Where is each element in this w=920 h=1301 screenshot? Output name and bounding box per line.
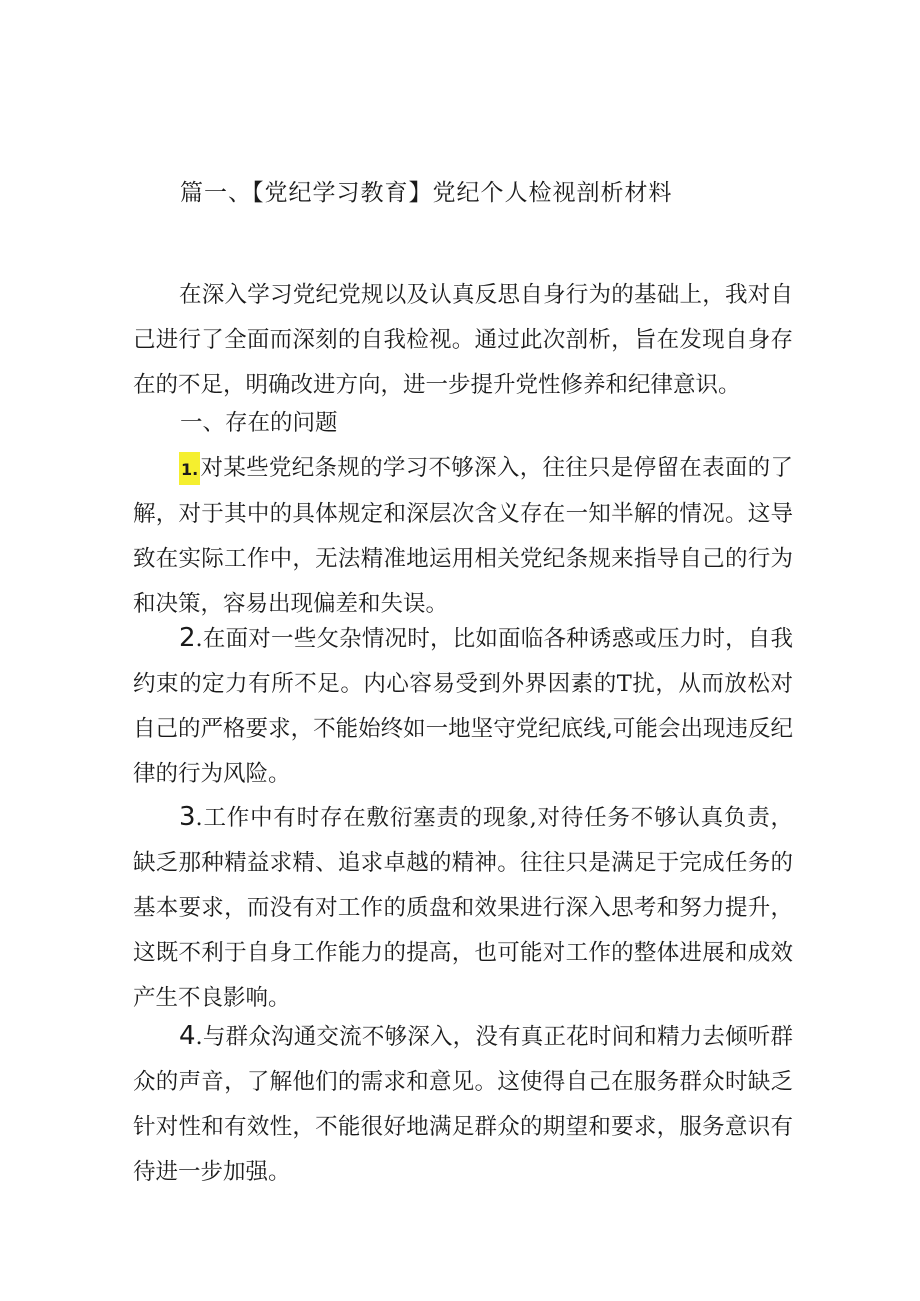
document-title: 篇一、【党纪学习教育】党纪个人检视剖析材料: [180, 180, 673, 206]
list-item-2: [133, 616, 793, 797]
list-item-3: [133, 795, 793, 1021]
list-item-1: [133, 446, 793, 627]
item-text-2: .在面对一些攵杂情况时，比如面临各种诱惑或压力时，自我约束的定力有所不足。内心容易受到外界因素的T扰，从而放松对自己的严格要求，不能始终如一地坚守党纪底线,可能会出现违反纪律的行为风险。: [133, 626, 793, 787]
item-number-1: 1.: [179, 452, 200, 485]
item-text-3: .工作中有时存在敷衍塞责的现象,对待任务不够认真负责，缺乏那种精益求精、追求卓越的精神。往往只是满足于完成任务的基本要求，而没有对工作的质盘和效果进行深入思考和努力提升，这既不利于自身工作能力的提高，也可能对工作的整体进展和成效产生不良影响。: [133, 805, 793, 1011]
item-text-1: 对某些党纪条规的学习不够深入，往往只是停留在表面的了解，对于其中的具体规定和深层次含义存在一知半解的情况。这导致在实际工作中，无法精准地运用相关党纪条规来指导自己的行为和决策，容易出现偏差和失误。: [133, 455, 793, 617]
list-item-4: [133, 1014, 793, 1195]
item-number-2: 2: [179, 623, 196, 653]
item-number-3: 3: [179, 802, 196, 832]
item-text-4: .与群众沟通交流不够深入，没有真正花时间和精力去倾听群众的声音，了解他们的需求和意见。这使得自己在服务群众时缺乏针对性和有效性，不能很好地满足群众的期望和要求，服务意识有待进一步加强。: [133, 1024, 793, 1185]
section-heading: 一、存在的问题: [180, 410, 338, 436]
intro-paragraph: 在深入学习党纪党规以及认真反思自身行为的基础上，我对自己进行了全面而深刻的自我检视。通过此次剖析，旨在发现自身存在的不足，明确改进方向，进一步提升党性修养和纪律意识。: [133, 282, 793, 398]
item-number-4: 4: [179, 1021, 196, 1051]
